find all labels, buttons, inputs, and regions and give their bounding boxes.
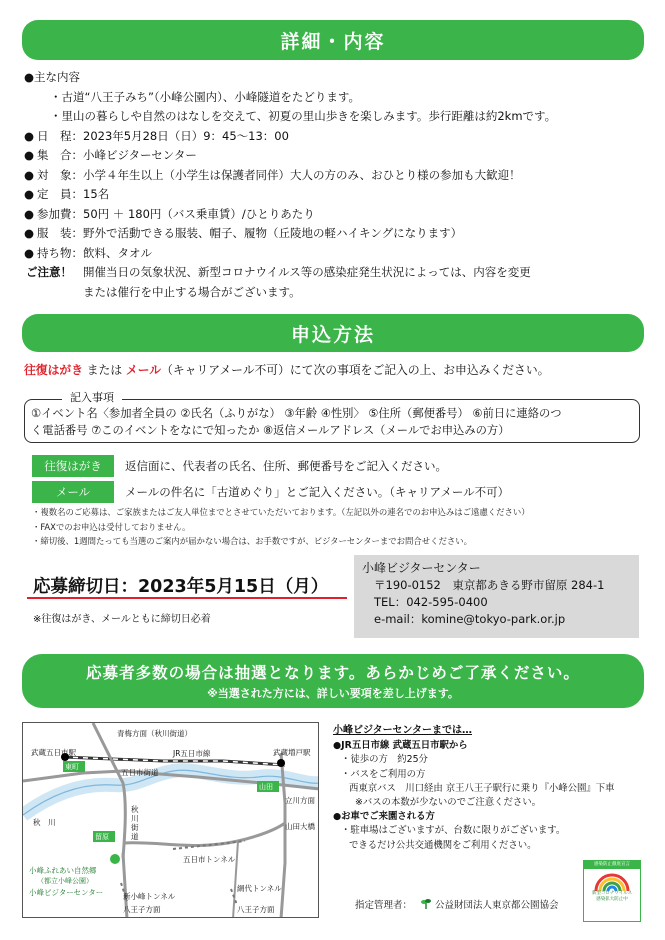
main-item: ・里山の暮らしや自然のはなしを交えて、初夏の里山歩きを楽しみます。歩行距離は約2kmです。 — [50, 109, 557, 123]
access-bus-label: ・バスをご利用の方 — [341, 768, 426, 780]
map-label-hachioji-1: 八王子方面 — [123, 905, 161, 914]
entry-items-line: ①イベント名〈参加者全員の ②氏名（ふりがな） ③年齢 ④性別〉 ⑤住所（郵便番号） ⑥前日に連絡のつ — [31, 407, 562, 420]
map-label-higashimachi: 東町 — [65, 763, 79, 771]
notice-label: ご注意！ — [26, 265, 72, 279]
details-title: 詳細・内容 — [280, 30, 386, 53]
infection-prevention-badge — [583, 860, 641, 922]
access-map — [22, 722, 319, 918]
rainbow-icon — [592, 871, 632, 891]
application-title: 申込方法 — [290, 323, 375, 346]
details-section — [24, 68, 644, 302]
map-label-visitor-center: 小峰ビジターセンター — [29, 888, 104, 897]
intro-mail: メール — [125, 363, 162, 377]
detail-value: 飲料、タオル — [83, 245, 152, 260]
note-item: ・複数名のご応募は、ご家族またはご友人単位までとさせていただいております。（左記以外の連名でのお申込みはご遠慮ください） — [32, 507, 530, 517]
notice-line: または催行を中止する場合がございます。 — [83, 284, 301, 299]
bullet: ● — [24, 128, 35, 143]
map-label-jr-line: JR五日市線 — [173, 749, 211, 758]
manager-org: 公益財団法人東京都公園協会 — [435, 900, 559, 911]
intro-or: または — [83, 363, 126, 377]
park-association-logo-icon — [420, 898, 432, 910]
entry-items-line: く電話番号 ⑦このイベントをなにで知ったか ⑧返信メールアドレス（メールでお申込みの方） — [31, 424, 510, 437]
method-postcard-label: 往復はがき — [32, 455, 114, 477]
note-item: ・締切後、1週間たっても当選のご案内が届かない場合は、お手数ですが、ビジターセンターまでお問合せください。 — [32, 536, 472, 546]
notice-line: 開催当日の気象状況、新型コロナウイルス等の感染症発生状況によっては、内容を変更 — [83, 265, 531, 279]
details-banner — [22, 20, 644, 60]
bullet: ● — [24, 226, 35, 240]
bullet: ● — [24, 206, 35, 221]
detail-value: 2023年5月28日（日）9：45～13：00 — [83, 128, 289, 143]
detail-value: 50円 ＋ 180円（バス乗車賃）/ひとりあたり — [83, 206, 315, 221]
detail-value: 野外で活動できる服装、帽子、履物（丘陵地の軽ハイキングになります） — [83, 226, 463, 240]
lottery-main: 応募者多数の場合は抽選となります。あらかじめご了承ください。 — [86, 664, 580, 682]
detail-label: 対 象： — [37, 167, 83, 182]
detail-row — [24, 244, 644, 264]
detail-label: 持ち物： — [37, 245, 83, 260]
intro-postcard: 往復はがき — [24, 363, 83, 377]
center-address: 〒190-0152 東京都あきる野市留原 284-1 — [374, 578, 605, 592]
lottery-banner — [22, 654, 644, 708]
detail-row — [24, 127, 644, 147]
badge-line: 感染拡大防止中 — [596, 897, 628, 902]
method-mail-label: メール — [32, 481, 114, 503]
detail-value: 小峰ビジターセンター — [83, 148, 197, 162]
map-label-musashi-masuko: 武蔵増戸駅 — [273, 748, 311, 757]
detail-row — [24, 205, 644, 225]
map-label-oume: 青梅方面（秋川街道） — [117, 729, 192, 738]
access-car-line: できるだけ公共交通機関をご利用ください。 — [349, 839, 537, 851]
deadline: 応募締切日：2023年5月15日（月） — [33, 577, 329, 597]
detail-label: 参加費： — [37, 206, 83, 221]
map-label-amidi: 網代トンネル — [237, 884, 282, 893]
center-tel: TEL：042-595-0400 — [374, 595, 488, 609]
center-email[interactable]: e-mail：komine@tokyo-park.or.jp — [374, 612, 566, 626]
access-title: 小峰ビジターセンターまでは… — [333, 725, 472, 736]
detail-label: 集 合： — [37, 148, 83, 162]
detail-row — [24, 146, 644, 166]
map-label-itsukaichi-kaido: 五日市街道 — [121, 768, 159, 777]
map-label-yamada: 山田 — [259, 783, 273, 791]
detail-value: 15名 — [83, 187, 110, 201]
detail-label: 服 装： — [37, 226, 83, 240]
notes — [32, 505, 530, 549]
visitor-center-contact — [354, 555, 639, 638]
detail-row — [24, 166, 644, 186]
entry-items-box — [24, 399, 640, 443]
map-label-akigawa-kaido: 秋 川 街 道 — [131, 805, 139, 841]
access-walk: ・徒歩の方 約25分 — [341, 754, 428, 766]
map-label-tachikawa: 立川方面 — [285, 796, 315, 805]
access-car-line: ・駐車場はございますが、台数に限りがございます。 — [341, 825, 566, 837]
detail-value: 小学４年生以上（小学生は保護者同伴）大人の方のみ、おひとり様の参加も大歓迎！ — [83, 167, 521, 182]
deadline-note: ※往復はがき、メールともに締切日必着 — [33, 614, 211, 625]
application-banner — [22, 314, 644, 352]
entry-items-title: 記入事項 — [62, 389, 122, 405]
detail-label: 日 程： — [37, 128, 83, 143]
bullet: ● — [24, 167, 35, 182]
detail-row — [24, 224, 644, 244]
manager-label: 指定管理者： — [355, 900, 413, 911]
intro-rest: （キャリアメール不可）にて次の事項をご記入の上、お申込みください。 — [161, 363, 550, 377]
map-label-fureai-sub: （都立小峰公園） — [37, 877, 93, 885]
method-postcard-text: 返信面に、代表者の氏名、住所、郵便番号をご記入ください。 — [125, 459, 447, 473]
map-label-fureai: 小峰ふれあい自然郷 — [29, 866, 97, 875]
method-mail-text: メールの件名に「古道めぐり」とご記入ください。（キャリアメール不可） — [125, 485, 510, 499]
detail-row — [24, 185, 644, 205]
bullet: ● — [24, 245, 35, 260]
access-bus-note: ※バスの本数が少ないのでご注意ください。 — [355, 797, 541, 809]
access-car-heading: ●お車でご来園される方 — [333, 811, 435, 823]
lottery-sub: ※当選された方には、詳しい要項を差し上げます。 — [207, 687, 459, 700]
main-item: ・古道“八王子みち”（小峰公園内）、小峰隧道をたどります。 — [50, 89, 360, 104]
badge-line: 新型コロナウイルス — [591, 891, 633, 896]
designated-manager — [355, 897, 559, 911]
map-label-itsukaichi-tunnel: 五日市トンネル — [183, 855, 236, 864]
access-info — [333, 724, 633, 853]
deadline-underline — [27, 597, 347, 599]
center-name: 小峰ビジターセンター — [362, 561, 481, 575]
notice — [24, 263, 644, 302]
map-label-yamada-bridge: 山田大橋 — [285, 822, 315, 831]
access-bus-detail: 西東京バス 川口経由 京王八王子駅行に乗り『小峰公園』下車 — [349, 782, 615, 794]
access-jr-heading: ●JR五日市線 武蔵五日市駅から — [333, 740, 468, 752]
map-label-hachioji-2: 八王子方面 — [237, 905, 275, 914]
bullet: ● — [24, 187, 35, 201]
map-label-shin-komine: 新小峰トンネル — [123, 892, 176, 901]
bullet: ● — [24, 148, 35, 162]
note-item: ・FAXでのお申込は受付しておりません。 — [32, 521, 191, 532]
detail-label: 定 員： — [37, 187, 83, 201]
application-intro — [24, 361, 549, 378]
badge-top: 感染防止徹底宣言 — [584, 861, 640, 869]
map-label-musashi-itsukaichi: 武蔵五日市駅 — [31, 748, 76, 757]
main-content-label: ●主な内容 — [24, 70, 81, 84]
map-label-akikawa-river: 秋 川 — [33, 818, 56, 827]
map-label-tomei: 留原 — [95, 833, 109, 841]
